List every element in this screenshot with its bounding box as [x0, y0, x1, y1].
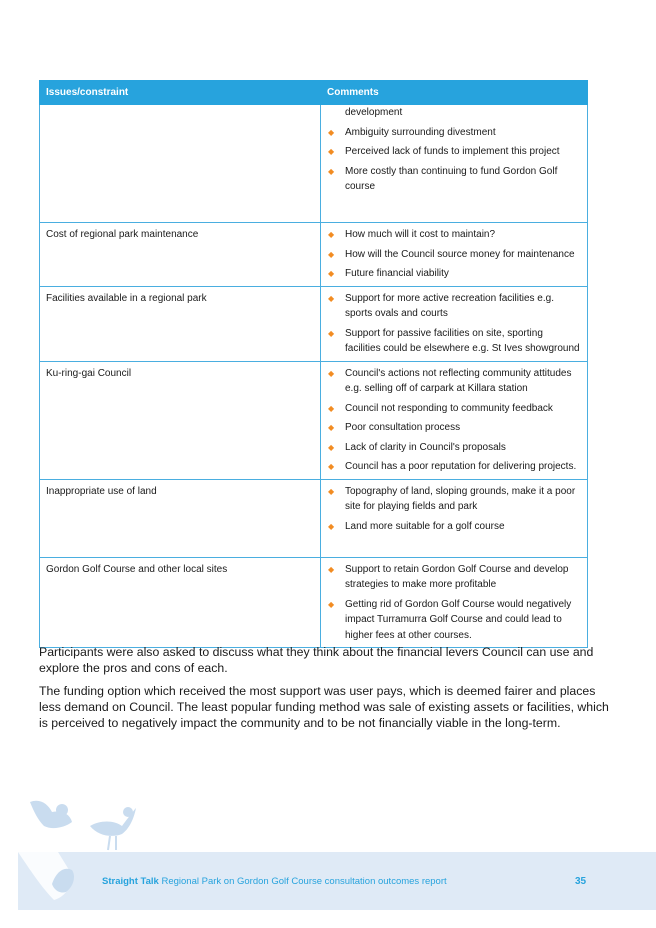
issue-cell: Facilities available in a regional park [40, 286, 321, 361]
header-comments: Comments [321, 81, 588, 105]
table-row [40, 105, 588, 223]
list-item: ◆ How will the Council source money for maintenance [321, 247, 581, 263]
comments-cell [321, 557, 588, 648]
issues-table-container [39, 80, 587, 648]
bullet-icon: ◆ [328, 521, 335, 531]
list-item: ◆ Land more suitable for a golf course [321, 519, 581, 535]
list-item: ◆ Support to retain Gordon Golf Course and develop strategies to make more profitable [328, 563, 569, 590]
issue-cell: Inappropriate use of land [40, 479, 321, 557]
list-item: ◆ Topography of land, sloping grounds, make it a poor site for playing fields and park [328, 485, 576, 512]
list-item: ◆ Council's actions not reflecting community attitudes e.g. selling off of carpark at Killara station [328, 367, 572, 394]
list-item: ◆ Support for passive facilities on site, sporting facilities could be elsewhere e.g. St Ives showground [328, 327, 580, 354]
bullet-icon: ◆ [328, 269, 335, 278]
bullet-icon: ◆ [328, 147, 335, 156]
table-row [40, 479, 588, 557]
list-item: ◆ Support for more active recreation facilities e.g. sports ovals and courts [328, 292, 554, 319]
bullet-icon: ◆ [328, 127, 335, 137]
issue-cell [40, 105, 321, 223]
comments-cell [321, 286, 588, 361]
list-item: ◆ Getting rid of Gordon Golf Course would negatively impact Turramurra Golf Course and could lead to higher fees at other courses. [328, 598, 572, 641]
comments-cell [321, 105, 588, 223]
list-item: ◆ How much will it cost to maintain? [321, 227, 581, 243]
bullet-icon: ◆ [328, 442, 335, 452]
comments-cell [321, 223, 588, 287]
footer-report-title: Regional Park on Gordon Golf Course consultation outcomes report [161, 876, 447, 887]
issues-table [39, 80, 588, 648]
table-row [40, 286, 588, 361]
comments-cell [321, 361, 588, 479]
bullet-icon: ◆ [328, 249, 335, 259]
footer-title [102, 876, 447, 887]
list-item: development [345, 107, 403, 118]
bullet-icon: ◆ [328, 328, 335, 338]
footer-brand: Straight Talk [102, 876, 159, 887]
bullet-icon: ◆ [328, 166, 335, 176]
header-issues: Issues/constraint [40, 81, 321, 105]
body-paragraph: Participants were also asked to discuss what they think about the financial levers Council can use and explore the pros and cons of each. [39, 645, 594, 675]
list-item: ◆ Lack of clarity in Council's proposals [321, 440, 581, 456]
birds-decoration-icon [18, 780, 158, 910]
list-item: ◆ Future financial viability [321, 266, 581, 282]
list-item: ◆ Council not responding to community feedback [321, 401, 581, 417]
page-number: 35 [575, 876, 587, 887]
bullet-icon: ◆ [328, 486, 335, 496]
issue-cell: Ku-ring-gai Council [40, 361, 321, 479]
bullet-icon: ◆ [328, 293, 335, 303]
bullet-icon: ◆ [328, 599, 335, 609]
bullet-icon: ◆ [328, 564, 335, 574]
issue-cell: Gordon Golf Course and other local sites [40, 557, 321, 648]
list-item: ◆ Ambiguity surrounding divestment [321, 125, 581, 141]
bullet-icon: ◆ [328, 462, 335, 471]
bullet-icon: ◆ [328, 423, 335, 432]
list-item: ◆ Poor consultation process [321, 420, 581, 436]
bullet-icon: ◆ [328, 403, 335, 413]
list-item: ◆ Perceived lack of funds to implement this project [321, 144, 581, 160]
list-item: ◆ Council has a poor reputation for delivering projects. [321, 459, 581, 475]
list-item: ◆ More costly than continuing to fund Gordon Golf course [328, 165, 558, 192]
bullet-icon: ◆ [328, 368, 335, 378]
issue-cell: Cost of regional park maintenance [40, 223, 321, 287]
bullet-icon: ◆ [328, 230, 335, 239]
table-row [40, 557, 588, 648]
table-header-row [40, 81, 588, 105]
comments-cell [321, 479, 588, 557]
table-row [40, 361, 588, 479]
table-row [40, 223, 588, 287]
body-paragraph: The funding option which received the most support was user pays, which is deemed fairer and places less demand on Council. The least popular funding method was sale of existing assets or facilities, which is perceived to negatively impact the community and to be not financially viable in the long-term. [39, 684, 609, 730]
